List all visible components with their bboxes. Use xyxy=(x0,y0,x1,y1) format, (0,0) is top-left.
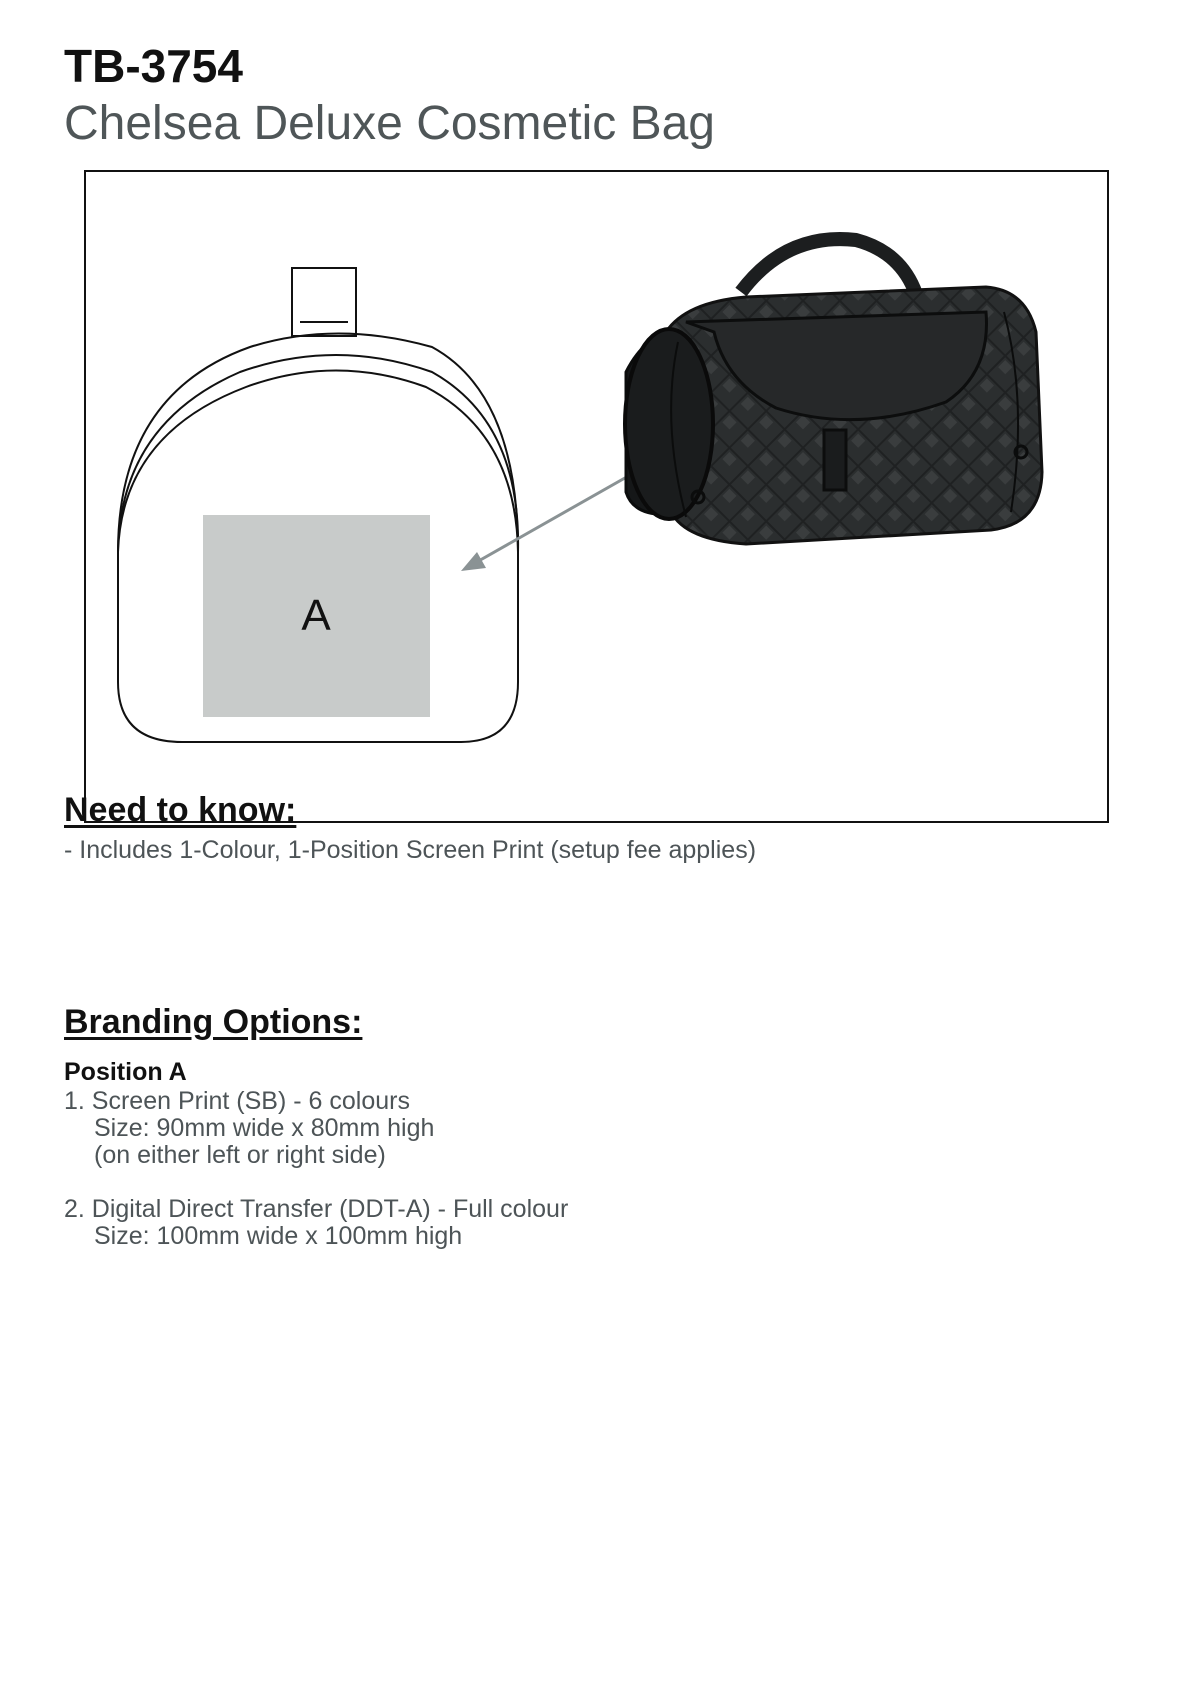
option-1-line-2: Size: 90mm wide x 80mm high xyxy=(94,1114,435,1142)
option-1-line-3: (on either left or right side) xyxy=(94,1141,386,1169)
print-area-label: A xyxy=(301,591,331,640)
product-diagram xyxy=(86,172,1109,823)
product-name: Chelsea Deluxe Cosmetic Bag xyxy=(64,97,715,150)
option-1-line-1: 1. Screen Print (SB) - 6 colours xyxy=(64,1087,410,1115)
product-code: TB-3754 xyxy=(64,40,243,92)
option-2-line-2: Size: 100mm wide x 100mm high xyxy=(94,1222,463,1250)
need-to-know-line: - Includes 1-Colour, 1-Position Screen Print (setup fee applies) xyxy=(64,836,757,864)
position-a-title: Position A xyxy=(64,1058,187,1086)
need-to-know-title: Need to know: xyxy=(64,791,297,829)
product-image-frame xyxy=(84,170,1109,823)
branding-options-title: Branding Options: xyxy=(64,1003,363,1041)
option-2-line-1: 2. Digital Direct Transfer (DDT-A) - Full colour xyxy=(64,1195,569,1223)
bag-photo-icon xyxy=(625,239,1042,544)
